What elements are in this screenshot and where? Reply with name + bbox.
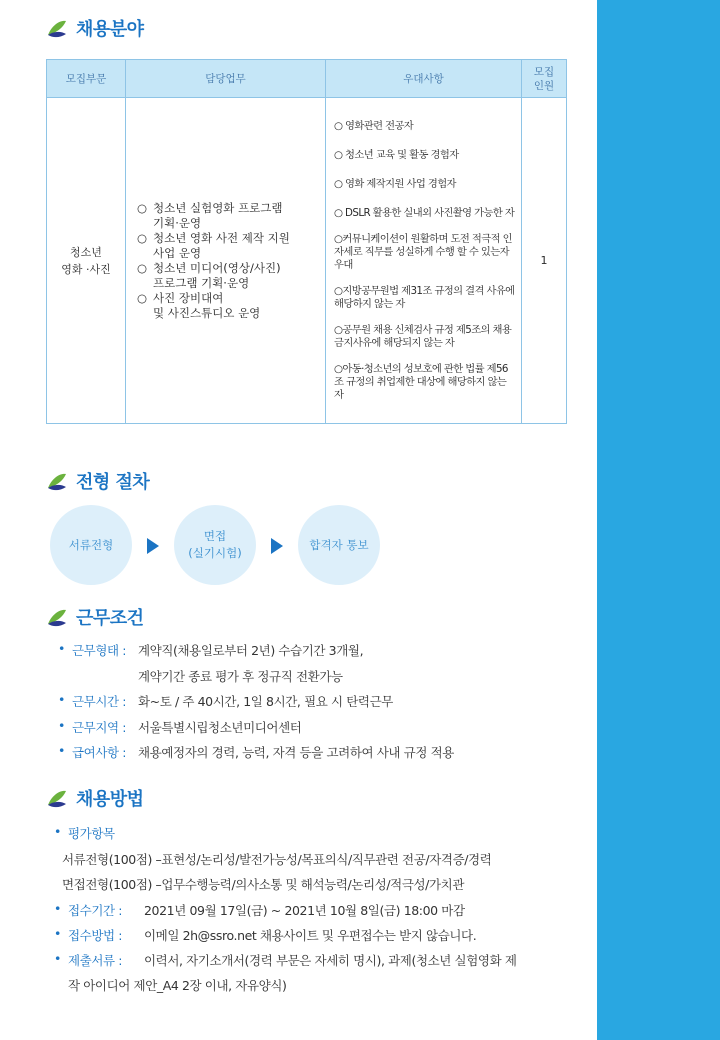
leaf-icon [46,606,68,628]
pref-item: ○공무원 채용 신체검사 규정 제5조의 채용금지사유에 해당되지 않는 자 [334,323,512,349]
cell-dept [47,98,126,424]
bullet-icon: • [58,718,65,733]
method-eval-interview-row [62,875,464,893]
duty-text-cont: 사업 운영 [153,245,202,260]
bullet-icon: • [54,824,61,839]
step-label-line2: (실기시험) [188,546,242,560]
condition-time-row [58,692,393,710]
condition-type-row [58,641,363,659]
recruit-table [46,59,567,424]
leaf-icon [46,787,68,809]
leaf-icon [46,470,68,492]
condition-value: 계약기간 종료 평가 후 정규직 전환가능 [138,669,343,684]
section-title-process [46,467,149,495]
method-label: 접수방법 : [68,928,123,943]
section-title-text: 근무조건 [76,608,144,629]
cell-duty [126,98,326,424]
method-label: 제출서류 : [68,953,123,968]
duty-text-cont: 기획·운영 [153,215,202,230]
header-duty: 담당업무 [126,60,326,98]
duty-list [127,201,324,321]
method-value: 서류전형(100점) –표현성/논리성/발전가능성/목표의식/직무관련 전공/자격증/경력 [62,852,492,867]
step-interview [174,505,256,585]
method-value: 작 아이디어 제안_A4 2장 이내, 자유양식) [68,978,287,993]
duty-item [137,231,316,261]
condition-value: 계약직(채용일로부터 2년) 수습기간 3개월, [138,643,364,658]
method-eval-row [54,824,115,842]
condition-pay-row [58,743,454,761]
section-title-text: 전형 절차 [76,472,150,493]
method-eval-doc-row [62,850,491,868]
section-title-method [46,784,144,812]
duty-item [137,201,316,231]
bullet-icon: • [54,951,61,966]
duty-text: 청소년 실험영화 프로그램 [153,200,283,215]
pref-item: ○아동·청소년의 성보호에 관한 법률 제56조 규정의 취업제한 대상에 해당하지 않는 자 [334,362,508,401]
method-docs-row [54,951,517,969]
duty-text-cont: 및 사진스튜디오 운영 [153,305,261,320]
duty-text: 사진 장비대여 [153,290,224,305]
method-value: 이력서, 자기소개서(경력 부문은 자세히 명시), 과제(청소년 실험영화 제 [144,953,517,968]
bullet-icon: • [54,926,61,941]
condition-value: 채용예정자의 경력, 능력, 자격 등을 고려하여 사내 규정 적용 [138,745,454,760]
duty-text: 청소년 영화 사전 제작 지원 [153,230,290,245]
condition-label: 급여사항 : [72,745,127,760]
pref-item: ○ 영화 제작지원 사업 경험자 [334,177,456,190]
arrow-right-icon [271,538,283,554]
duty-item [137,291,316,321]
step-document-review [50,505,132,585]
section-title-recruit-field [46,14,144,42]
step-label: 합격자 통보 [309,537,369,552]
circle-bullet-icon: ○ [137,290,148,305]
condition-value: 화~토 / 주 40시간, 1일 8시간, 필요 시 탄력근무 [138,694,393,709]
side-accent-bar [597,0,720,1040]
circle-bullet-icon: ○ [137,200,148,215]
pref-item: ○커뮤니케이션이 원활하며 도전 적극적 인자세로 직무를 성실하게 수행 할 수 있는자 우대 [334,232,512,271]
table-row [47,98,567,424]
section-title-conditions [46,603,144,631]
duty-text: 청소년 미디어(영상/사진) [153,260,281,275]
pref-item: ○지방공무원법 제31조 규정의 결격 사유에 해당하지 않는 자 [334,284,515,310]
condition-place-row [58,718,301,736]
header-dept: 모집부문 [47,60,126,98]
cell-pref [326,98,522,424]
header-count-line2: 인원 [533,79,555,92]
header-count [522,60,567,98]
leaf-icon [46,17,68,39]
circle-bullet-icon: ○ [137,230,148,245]
header-count-line1: 모집 [533,65,555,78]
method-how-row [54,926,476,944]
step-label-line1: 면접 [203,529,227,543]
cell-count: 1 [522,98,567,424]
method-label: 평가항목 [68,826,115,841]
header-pref: 우대사항 [326,60,522,98]
section-title-text: 채용분야 [76,19,144,40]
dept-line1: 청소년 [70,245,102,259]
circle-bullet-icon: ○ [137,260,148,275]
method-label: 접수기간 : [68,903,123,918]
bullet-icon: • [58,743,65,758]
bullet-icon: • [54,901,61,916]
arrow-right-icon [147,538,159,554]
step-label [188,528,241,562]
pref-item: ○ 청소년 교육 및 활동 경험자 [334,148,459,161]
method-value: 2021년 09월 17일(금) ~ 2021년 10월 8일(금) 18:00 마감 [144,903,465,918]
duty-item [137,261,316,291]
condition-label: 근무지역 : [72,720,127,735]
bullet-icon: • [58,692,65,707]
duty-text-cont: 프로그램 기획·운영 [153,275,250,290]
method-value: 이메일 2h@ssro.net 채용사이트 및 우편접수는 받지 않습니다. [144,928,477,943]
method-period-row [54,901,465,919]
pref-item: ○ 영화관련 전공자 [334,119,414,132]
method-value: 면접전형(100점) –업무수행능력/의사소통 및 해석능력/논리성/적극성/가치관 [62,877,465,892]
section-title-text: 채용방법 [76,789,144,810]
condition-label: 근무시간 : [72,694,127,709]
method-docs-row-cont [68,976,286,994]
step-label: 서류전형 [68,537,114,552]
process-steps [46,505,406,585]
step-final-notice [298,505,380,585]
condition-value: 서울특별시립청소년미디어센터 [138,720,302,735]
dept-line2: 영화 ·사진 [61,262,111,276]
bullet-icon: • [58,641,65,656]
pref-item: ○ DSLR 활용한 실내외 사진촬영 가능한 자 [334,206,515,219]
condition-type-row-cont [138,667,343,685]
table-header-row [47,60,567,98]
condition-label: 근무형태 : [72,643,127,658]
